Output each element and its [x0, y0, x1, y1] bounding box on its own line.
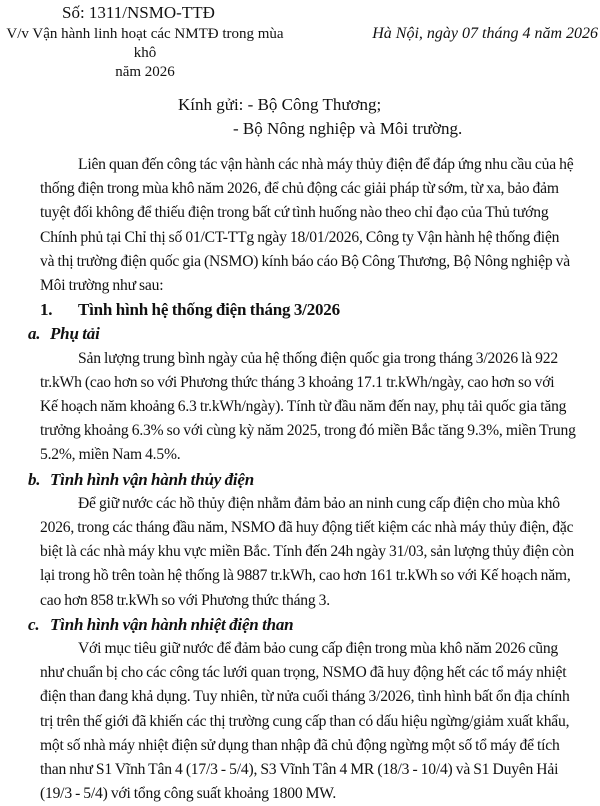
text-line: Kế hoạch năm khoảng 6.3 tr.kWh/ngày). Tính từ đầu năm đến nay, phụ tải quốc gia tăng	[40, 398, 567, 416]
text-line: và thị trường điện quốc gia (NSMO) kính báo cáo Bộ Công Thương, Bộ Nông nghiệp và	[40, 252, 570, 270]
recipient-line: - Bộ Nông nghiệp và Môi trường.	[233, 119, 463, 138]
text-line: cao hơn 858 tr.kWh so với Phương thức tháng 3.	[40, 591, 330, 609]
subsection-number: b.	[28, 469, 41, 489]
subsection-title: Phụ tải	[50, 324, 100, 344]
paragraph-coal	[0, 637, 600, 806]
text-line: Chính phủ tại Chỉ thị số 01/CT-TTg ngày 18/01/2026, Công ty Vận hành hệ thống điện	[40, 228, 560, 246]
text-line: Liên quan đến công tác vận hành các nhà máy thủy điện để đáp ứng nhu cầu của hệ	[78, 156, 574, 173]
text-line: một số nhà máy nhiệt điện sử dụng than nhập đã chủ động ngừng một số tổ máy để tích	[40, 736, 560, 754]
text-line: (19/3 - 5/4) với tổng công suất khoảng 1800 MW.	[40, 785, 337, 803]
intro-paragraph	[0, 153, 600, 298]
section-number: 1.	[40, 300, 53, 320]
paragraph-load	[0, 347, 600, 468]
subsection-heading	[0, 613, 600, 637]
text-line: như chuẩn bị cho các công tác lưới quan trọng, NSMO đã huy động hết các tổ máy nhiệt	[40, 664, 567, 682]
text-line: tuyệt đối không để thiếu điện trong bất cứ tình huống nào theo chỉ đạo của Thủ tướng	[40, 204, 549, 222]
subsection-number: c.	[28, 614, 40, 634]
text-line: biệt là các nhà máy khu vực miền Bắc. Tính đến 24h ngày 31/03, sản lượng thủy điện còn	[40, 543, 574, 561]
text-line: lại trong hồ trên toàn hệ thống là 9887 tr.kWh, cao hơn 161 tr.kWh so với Kế hoạch năm,	[40, 567, 571, 585]
section-heading	[0, 298, 600, 322]
text-line: 2026, trong các tháng đầu năm, NSMO đã huy động tiết kiệm các nhà máy thủy điện, đặc	[40, 519, 574, 537]
text-line: Sản lượng trung bình ngày của hệ thống điện quốc gia trong tháng 3/2026 là 922	[78, 349, 558, 367]
recipient-line: Kính gửi: - Bộ Công Thương;	[178, 95, 382, 114]
text-line: điện than đang khả dụng. Tuy nhiên, từ nửa cuối tháng 3/2026, tình hình bất ổn địa chính	[40, 688, 570, 706]
paragraph-hydro	[0, 492, 600, 613]
document-date: Hà Nội, ngày 07 tháng 4 năm 2026	[372, 25, 598, 42]
subsection-title: Tình hình vận hành nhiệt điện than	[50, 614, 294, 634]
document-number: Số: 1311/NSMO-TTĐ	[62, 3, 215, 22]
document-body	[0, 153, 600, 806]
subject-line: V/v Vận hành linh hoạt các NMTĐ trong mùa khô	[6, 26, 284, 61]
subsection-heading	[0, 468, 600, 492]
text-line: thống điện trong mùa khô năm 2026, để chủ động các giải pháp từ sớm, từ xa, bảo đảm	[40, 180, 559, 198]
subject-line: năm 2026	[115, 64, 175, 80]
text-line: trưởng khoảng 6.3% so với cùng kỳ năm 2025, trong đó miền Bắc tăng 9.3%, miền Trung	[40, 422, 576, 440]
text-line: trị trên thế giới đã khiến các thị trường cung cấp than có dấu hiệu ngừng/giảm xuất khẩu,	[40, 712, 570, 730]
text-line: tr.kWh (cao hơn so với Phương thức tháng 3 khoảng 17.1 tr.kWh/ngày, cao hơn so với	[40, 373, 555, 391]
text-line: Với mục tiêu giữ nước để đảm bảo cung cấp điện trong mùa khô năm 2026 cũng	[78, 640, 559, 658]
subsection-number: a.	[28, 324, 41, 344]
subsection-title: Tình hình vận hành thủy điện	[50, 469, 255, 489]
text-line: 5.2%, miền Nam 4.5%.	[40, 446, 181, 464]
text-line: Môi trường như sau:	[40, 277, 164, 295]
text-line: than như S1 Vĩnh Tân 4 (17/3 - 5/4), S3 Vĩnh Tân 4 MR (18/3 - 10/4) và S1 Duyên Hải	[40, 761, 559, 779]
section-title: Tình hình hệ thống điện tháng 3/2026	[78, 300, 340, 320]
subsection-heading	[0, 322, 600, 346]
document-subject	[0, 25, 290, 82]
text-line: Để giữ nước các hồ thủy điện nhằm đảm bảo an ninh cung cấp điện cho mùa khô	[78, 494, 560, 512]
